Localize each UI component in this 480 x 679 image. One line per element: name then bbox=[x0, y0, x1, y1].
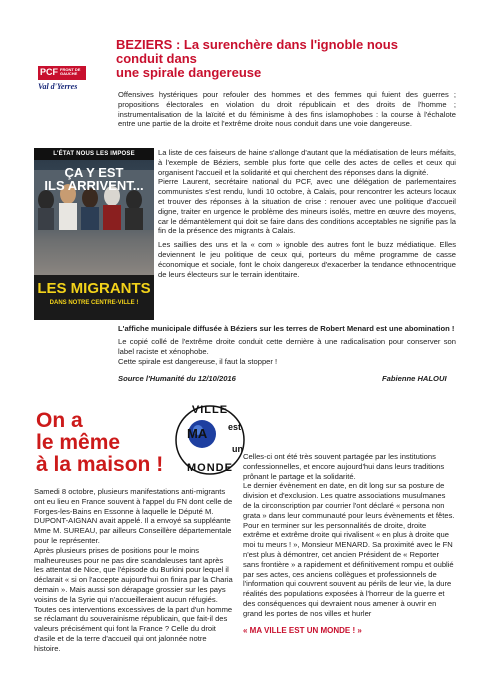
poster-headline-line: ÇA Y EST bbox=[64, 165, 124, 180]
intro-paragraph bbox=[118, 90, 456, 129]
title-line: conduit dans bbox=[116, 51, 197, 66]
section-heading bbox=[36, 410, 186, 476]
slogan: « MA VILLE EST UN MONDE ! » bbox=[243, 626, 362, 635]
right-column bbox=[158, 148, 456, 279]
heading-line: à la maison ! bbox=[36, 453, 164, 476]
author-name: Fabienne HALOUI bbox=[382, 374, 447, 383]
logo-monde: MONDE bbox=[187, 462, 233, 474]
poster-top-text: L'ÉTAT NOUS LES IMPOSE bbox=[34, 148, 154, 160]
paragraph: Pierre Laurent, secrétaire national du PCF, avec une délégation de parlementaires communistes s'est rendu, lundi 10 octobre, à Calais, pour rencontrer les acteurs locaux et trouver des réponses à la situation de crise : renouer avec une politique d'accueil digne, traiter en urgence le problème des mineurs isolés, mettre en œuvre des moyens, car le démantèlement qui doit se faire dans des conditions acceptables ne signifie pas la fin de la présence des migrants à Calais. bbox=[158, 177, 456, 236]
heading-line: On a bbox=[36, 409, 83, 432]
migrants-poster bbox=[34, 148, 154, 320]
affiche-line: L'affiche municipale diffusée à Béziers sur les terres de Robert Menard est une abomination ! bbox=[118, 324, 455, 333]
intro-text: Offensives hystériques pour refouler des hommes et des femmes qui fuient des guerres ; propositions électorales en violation du droit républicain et des droits de l'homme ; instrumentalisation de la laïcité et du féminisme à des fins islamophobes : la course à l'échalote entre une partie de la droite et l'extrême droite nous conduit dans une voie dangereuse. bbox=[118, 90, 456, 129]
logo-brand: PCF bbox=[40, 67, 58, 77]
logo-ma: MA bbox=[187, 426, 208, 441]
heading-line: le même bbox=[36, 431, 121, 454]
logo-est: est bbox=[228, 422, 242, 432]
logo-place: Val d'Yerres bbox=[38, 82, 78, 91]
section2-right-text: Celles-ci ont été très souvent partagée par les institutions confessionnelles, et encore aujourd'hui dans leurs traditions prônant le partage et la solidarité. Le dernier évènement en date, en dit long sur sa posture de division et d'exclusion. Les quatre associations musulmanes de la circonscription par courrier l'ont déclaré « persona non grata » dans leur communauté pour leurs évènements et fêtes. Pour en terminer sur les personnalités de droite, droite extrême et extrême droite qui rivalisent « en plus à droite que moi tu meurs ! », Monsieur MENARD. Sa proximité avec le FN n'est plus à démontrer, cet ancien Président de « Reporter sans frontière » a rapidement et définitivement rompu et oublié par ses actes, ces anciens collègues et professionnels de l'information qui couvrent souvent au périls de leur vie, la dure réalités des populations exposées à l'horreur de la guerre et des conséquences qui devraient nous amener à ouvrir en grand les portes de nos villes et hurler bbox=[243, 452, 455, 618]
conclusion-text: Cette spirale est dangereuse, il faut la stopper ! bbox=[118, 356, 278, 366]
title-line: une spirale dangereuse bbox=[116, 65, 262, 80]
poster-big-text: LES MIGRANTS bbox=[37, 280, 151, 297]
logo-ville: VILLE bbox=[191, 404, 229, 416]
ma-ville-est-un-monde-logo bbox=[168, 398, 252, 482]
paragraph: La liste de ces faiseurs de haine s'allonge d'autant que la médiatisation de leurs méfaits, à l'exemple de Béziers, semble plus forte que celle des actes de celles et ceux qui organisent l'accueil et la solidarité et qui cherchent des réponses dans la dignité. bbox=[158, 148, 456, 177]
conclusion-text: Le copié collé de l'extrême droite conduit cette dernière à une radicalisation pour conserver son label raciste et xénophobe. bbox=[118, 337, 456, 356]
paragraph: Les saillies des uns et la « com » ignoble des autres font le buzz médiatique. Elles deviennent le jeu politique de ceux qui, porteurs du même programme de casse économique et sociale, font le choix dangereux d'exacerber la tendance ethnocentrique de leurs électeurs sur le terrain identitaire. bbox=[158, 240, 456, 279]
conclusion bbox=[118, 337, 456, 366]
section2-left-text: Samedi 8 octobre, plusieurs manifestations anti-migrants ont eu lieu en France souvent à l'appel du FN dont celle de Forges-les-Bains en Essonne à laquelle le Député M. DUPONT-AIGNAN avait appelé. Il a envoyé sa suppléante Mme M. SUREAU, par ailleurs Conseillère départementale pour le représenter. Après plusieurs prises de positions pour le moins malheureuses pour ne pas dire scandaleuses tant après les attentat de Nice, que l'épisode du Burkini pour lequel il déclarait « si on l'accepte aujourd'hui on finira par la Charia demain ». Mais aussi son dérapage grossier sur les pays voisins de la Syrie qui n'accueilleraient aucun réfugiés. Toutes ces interventions excessives de la part d'un homme se réclamant du souverainisme républicain, que fait-il des valeurs précisément qui font la France ? Celle du droit d'asile et de la terre d'accueil qui ont jalonnée notre histoire. bbox=[34, 487, 233, 653]
poster-headline bbox=[42, 166, 146, 192]
title-line: BEZIERS : La surenchère dans l'ignoble nous bbox=[116, 37, 398, 52]
poster-headline-line: ILS ARRIVENT... bbox=[44, 178, 144, 193]
poster-small-text: DANS NOTRE CENTRE-VILLE ! bbox=[49, 300, 139, 306]
pcf-logo bbox=[38, 66, 86, 92]
logo-un: un bbox=[232, 444, 243, 454]
logo-subtitle: FRONT DE GAUCHE bbox=[60, 67, 81, 76]
page-title bbox=[116, 38, 436, 80]
source-line: Source l'Humanité du 12/10/2016 bbox=[118, 374, 236, 383]
